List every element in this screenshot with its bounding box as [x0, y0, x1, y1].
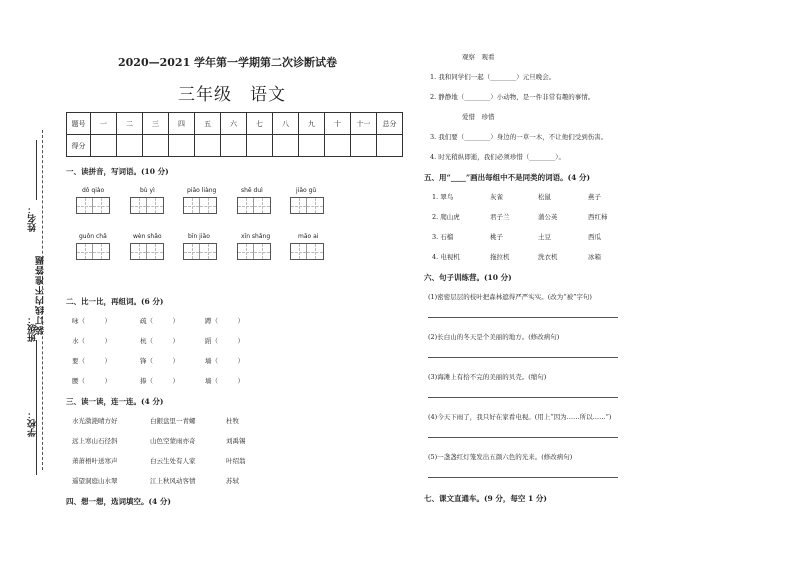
score-cell: 九 — [299, 113, 325, 135]
poem-line-item[interactable]: 水光潋滟晴方好 — [72, 417, 118, 425]
score-input-cell[interactable] — [195, 135, 221, 157]
word-group-item[interactable]: 4. 电视机 — [432, 253, 460, 261]
score-table — [66, 112, 403, 157]
writing-grid[interactable] — [130, 243, 164, 260]
answer-line[interactable] — [428, 397, 618, 398]
pinyin-label: wèn shǎo — [133, 233, 162, 240]
compare-word-item: 水（ ） — [72, 337, 111, 345]
poem-line-item[interactable]: 白云生处有人家 — [150, 457, 196, 465]
score-cell: 总分 — [377, 113, 403, 135]
school-label: 学校： — [28, 410, 38, 437]
score-input-cell[interactable] — [299, 135, 325, 157]
pinyin-label: bīn jiǎo — [188, 233, 210, 240]
score-table-score-row — [67, 135, 403, 157]
pinyin-label: guǒn chǎ — [79, 233, 107, 240]
binding-warning: 装订线内不准答题 — [36, 255, 46, 335]
sentence-question: (3)海滩上有拾不完的美丽的贝壳。(缩句) — [428, 373, 547, 381]
word-group-item[interactable]: 西红柿 — [588, 213, 608, 221]
name-label: 姓名： — [28, 205, 38, 232]
score-input-cell[interactable] — [117, 135, 143, 157]
score-cell: 六 — [221, 113, 247, 135]
score-table-header-row — [67, 113, 403, 135]
compare-word-item: 腰（ ） — [72, 377, 111, 385]
writing-grid[interactable] — [290, 243, 324, 260]
subject-title: 三年级 语文 — [178, 85, 286, 105]
score-cell: 十一 — [351, 113, 377, 135]
pinyin-label: dǒ qiào — [82, 187, 105, 194]
poem-line-item[interactable]: 山色空蒙雨亦奇 — [150, 437, 196, 445]
score-input-cell[interactable] — [143, 135, 169, 157]
section3-title: 三、读一读，连一连。(4 分) — [66, 397, 164, 406]
pinyin-label: xīn shǎng — [241, 233, 271, 240]
score-input-cell[interactable] — [169, 135, 195, 157]
class-label: 班级： — [28, 315, 38, 342]
poet-name-item[interactable]: 杜牧 — [226, 417, 239, 425]
section4-title: 四、想一想，选词填空。(4 分) — [66, 497, 171, 506]
compare-word-item: 蹲（ ） — [205, 317, 244, 325]
score-input-cell[interactable] — [273, 135, 299, 157]
poem-line-item[interactable]: 萧萧梧叶送寒声 — [72, 457, 118, 465]
compare-word-item: 锋（ ） — [140, 357, 179, 365]
compare-word-item: 蹈（ ） — [205, 337, 244, 345]
pinyin-label: māo ai — [298, 233, 319, 240]
class-underline — [36, 340, 37, 410]
word-group-item[interactable]: 2. 爬山虎 — [432, 213, 460, 221]
sentence-question: (2)长白山的冬天是个美丽的地方。(修改病句) — [428, 333, 560, 341]
word-group-item[interactable]: 洗衣机 — [538, 253, 558, 261]
score-input-cell[interactable] — [247, 135, 273, 157]
score-row-label: 得分 — [67, 135, 91, 157]
sentence-question: (4)今天下雨了，我只好在家看电视。(用上“因为……所以……”) — [428, 413, 612, 421]
fill-blank-question: 2. 静静地（________）小动物，是一件非常有趣的事情。 — [430, 93, 595, 101]
poet-name-item[interactable]: 苏轼 — [226, 477, 239, 485]
answer-line[interactable] — [428, 357, 618, 358]
poem-line-item[interactable]: 白銀盘里一青螺 — [150, 417, 196, 425]
fill-blank-question: 1. 我和同学们一起（________）元旦晚会。 — [430, 73, 556, 81]
word-group-item[interactable]: 西瓜 — [588, 233, 601, 241]
word-group-item[interactable]: 燕子 — [588, 193, 601, 201]
score-cell: 二 — [117, 113, 143, 135]
word-group-item[interactable]: 3. 石榴 — [432, 233, 454, 241]
exam-title: 2020—2021 学年第一学期第二次诊断试卷 — [118, 56, 338, 69]
score-cell: 八 — [273, 113, 299, 135]
compare-word-item: 墙（ ） — [205, 377, 244, 385]
fill-blank-question: 4. 时光稍纵即逝，我们必须珍惜（________）。 — [430, 153, 566, 161]
poem-line-item[interactable]: 遥望洞庭山水翠 — [72, 477, 118, 485]
word-group-item[interactable]: 蒲公英 — [538, 213, 558, 221]
word-group-item[interactable]: 冰箱 — [588, 253, 601, 261]
section2-title: 二、比一比，再组词。(6 分) — [66, 297, 164, 306]
word-group-item[interactable]: 灰雀 — [490, 193, 503, 201]
compare-word-item: 杭（ ） — [140, 337, 179, 345]
answer-line[interactable] — [428, 477, 618, 478]
word-group-item[interactable]: 君子兰 — [490, 213, 510, 221]
pinyin-label: bù yì — [140, 187, 155, 194]
word-group-item[interactable]: 拖拉机 — [490, 253, 510, 261]
score-cell: 三 — [143, 113, 169, 135]
writing-grid[interactable] — [76, 197, 110, 214]
word-group-item[interactable]: 松鼠 — [538, 193, 551, 201]
compare-word-item: 墙（ ） — [205, 357, 244, 365]
pinyin-label: piāo liàng — [187, 187, 217, 194]
writing-grid[interactable] — [76, 243, 110, 260]
score-cell: 题号 — [67, 113, 91, 135]
score-input-cell[interactable] — [221, 135, 247, 157]
writing-grid[interactable] — [183, 243, 217, 260]
word-group-item[interactable]: 桃子 — [490, 233, 503, 241]
score-input-cell[interactable] — [351, 135, 377, 157]
poet-name-item[interactable]: 叶绍翁 — [226, 457, 246, 465]
answer-line[interactable] — [428, 437, 618, 438]
writing-grid[interactable] — [290, 197, 324, 214]
score-cell: 七 — [247, 113, 273, 135]
compare-word-item: 要（ ） — [72, 357, 111, 365]
fill-blank-question: 3. 我们要（________）身边的一草一木，不让他们受到伤害。 — [430, 133, 608, 141]
answer-line[interactable] — [428, 317, 618, 318]
writing-grid[interactable] — [237, 243, 271, 260]
poem-line-item[interactable]: 江上秋风动客情 — [150, 477, 196, 485]
score-input-cell[interactable] — [325, 135, 351, 157]
pinyin-label: jiǎo gǔ — [296, 187, 317, 194]
section5-title: 五、用“____”画出每组中不是同类的词语。(4 分) — [424, 173, 591, 182]
word-choices: 观察 观看 — [462, 53, 495, 61]
sentence-question: (1)密密层层的枝叶把森林遮得严严实实。(改为“被”字句) — [428, 293, 592, 301]
score-input-cell[interactable] — [377, 135, 403, 157]
score-input-cell[interactable] — [91, 135, 117, 157]
poet-name-item[interactable]: 刘禹锡 — [226, 437, 246, 445]
writing-grid[interactable] — [237, 197, 271, 214]
word-choices: 爱惜 珍惜 — [462, 113, 495, 121]
school-underline — [36, 405, 37, 475]
score-cell: 十 — [325, 113, 351, 135]
word-group-item[interactable]: 1. 翠鸟 — [432, 193, 454, 201]
writing-grid[interactable] — [130, 197, 164, 214]
name-underline — [36, 140, 37, 200]
writing-grid[interactable] — [183, 197, 217, 214]
word-group-item[interactable]: 土豆 — [538, 233, 551, 241]
compare-word-item: 咏（ ） — [72, 317, 111, 325]
sentence-question: (5)一盏盏红灯笼发出五颜六色的光来。(修改病句) — [428, 453, 573, 461]
section6-title: 六、句子训练营。(10 分) — [424, 273, 512, 282]
section1-title: 一、读拼音，写词语。(10 分) — [66, 167, 169, 176]
poem-line-item[interactable]: 远上寒山石径斜 — [72, 437, 118, 445]
compare-word-item: 疏（ ） — [140, 317, 179, 325]
pinyin-label: shē duì — [241, 187, 263, 194]
score-cell: 四 — [169, 113, 195, 135]
score-cell: 一 — [91, 113, 117, 135]
score-cell: 五 — [195, 113, 221, 135]
compare-word-item: 捧（ ） — [140, 377, 179, 385]
section7-title: 七、课文直通车。(9 分，每空 1 分) — [424, 494, 547, 503]
